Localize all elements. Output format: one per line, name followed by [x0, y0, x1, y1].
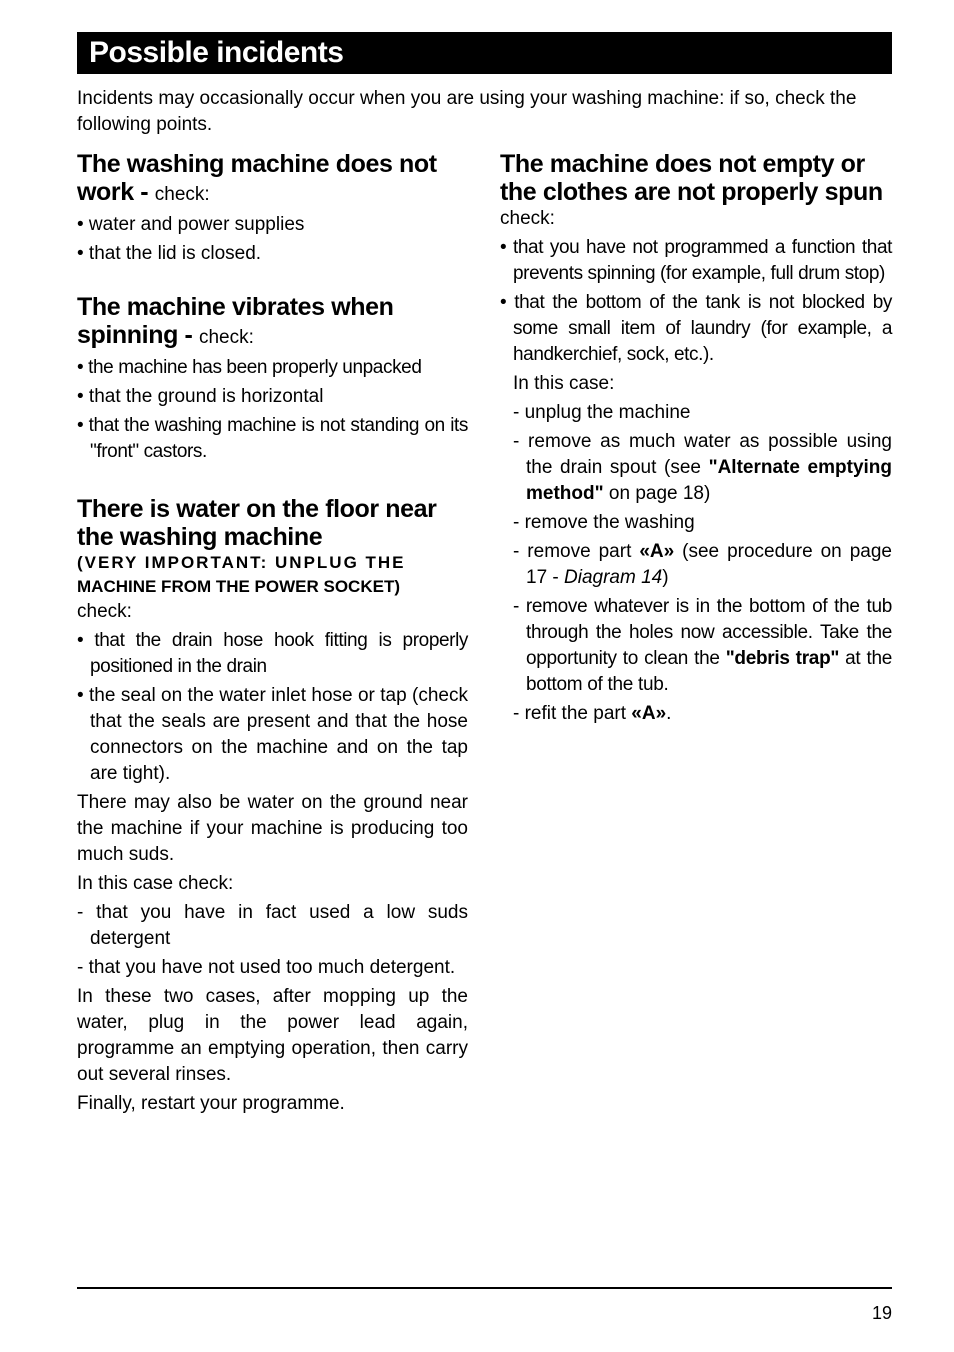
footer-divider [77, 1287, 892, 1289]
section-does-not-work [77, 150, 468, 267]
check-label: check: [154, 184, 210, 205]
warning-note: (VERY IMPORTANT: UNPLUG THE MACHINE FROM THE POWER SOCKET) [77, 553, 406, 596]
page-title: Possible incidents [89, 36, 344, 69]
step-item: - refit the part «A». [513, 703, 672, 724]
list-item: - that you have in fact used a low suds detergent [77, 902, 468, 949]
check-label: check: [198, 327, 254, 348]
section-vibrates [77, 293, 468, 465]
section-water-on-floor [77, 495, 468, 1117]
list-item: • the seal on the water inlet hose or tap (check that the seals are present and that the hose connectors on the machine and on the tap are tight). [77, 685, 468, 784]
page-title-bar [77, 32, 892, 74]
in-this-case-label: In this case: [513, 373, 615, 394]
section-title: There is water on the floor near the washing machine [77, 495, 437, 551]
list-item: - that you have not used too much detergent. [77, 957, 456, 978]
finally-paragraph: Finally, restart your programme. [77, 1093, 345, 1114]
step-item: - remove the washing [513, 512, 695, 533]
list-item: • that the ground is horizontal [77, 386, 324, 407]
check-label: check: [77, 601, 132, 622]
step-item: - remove whatever is in the bottom of the tub through the holes now accessible. Take the opportunity to clean the "debris trap" at the bottom of the tub. [513, 596, 892, 695]
section-does-not-empty [500, 150, 892, 727]
page-number: 19 [871, 1303, 892, 1323]
list-item: • that the drain hose hook fitting is properly positioned in the drain [77, 630, 468, 677]
list-item: • that the lid is closed. [77, 243, 262, 264]
list-item: • the machine has been properly unpacked [77, 357, 422, 378]
list-item: • water and power supplies [77, 214, 305, 235]
section-title: The machine vibrates when spinning - check: [77, 293, 394, 349]
suds-paragraph: There may also be water on the ground near the machine if your machine is producing too much suds. [77, 792, 468, 865]
right-column [500, 150, 892, 727]
check-label: check: [500, 208, 555, 229]
step-item: - unplug the machine [513, 402, 691, 423]
list-item: • that the washing machine is not standing on its "front" castors. [77, 415, 468, 462]
step-item: - remove part «A» (see procedure on page 17 - Diagram 14) [513, 541, 892, 588]
intro-paragraph: Incidents may occasionally occur when you are using your washing machine: if so, check the following points. [77, 88, 857, 135]
after-paragraph: In these two cases, after mopping up the water, plug in the power lead again, programme an emptying operation, then carry out several rinses. [77, 986, 468, 1085]
list-item: • that the bottom of the tank is not blocked by some small item of laundry (for example, a handkerchief, sock, etc.). [500, 292, 892, 365]
section-title: The washing machine does not work - check: [77, 150, 437, 206]
in-this-case-label: In this case check: [77, 873, 234, 894]
step-item: - remove as much water as possible using the drain spout (see "Alternate emptying method" on page 18) [513, 431, 893, 504]
left-column [77, 150, 468, 1117]
section-title: The machine does not empty or the clothes are not properly spun [500, 150, 883, 206]
list-item: • that you have not programmed a function that prevents spinning (for example, full drum stop) [500, 237, 892, 284]
